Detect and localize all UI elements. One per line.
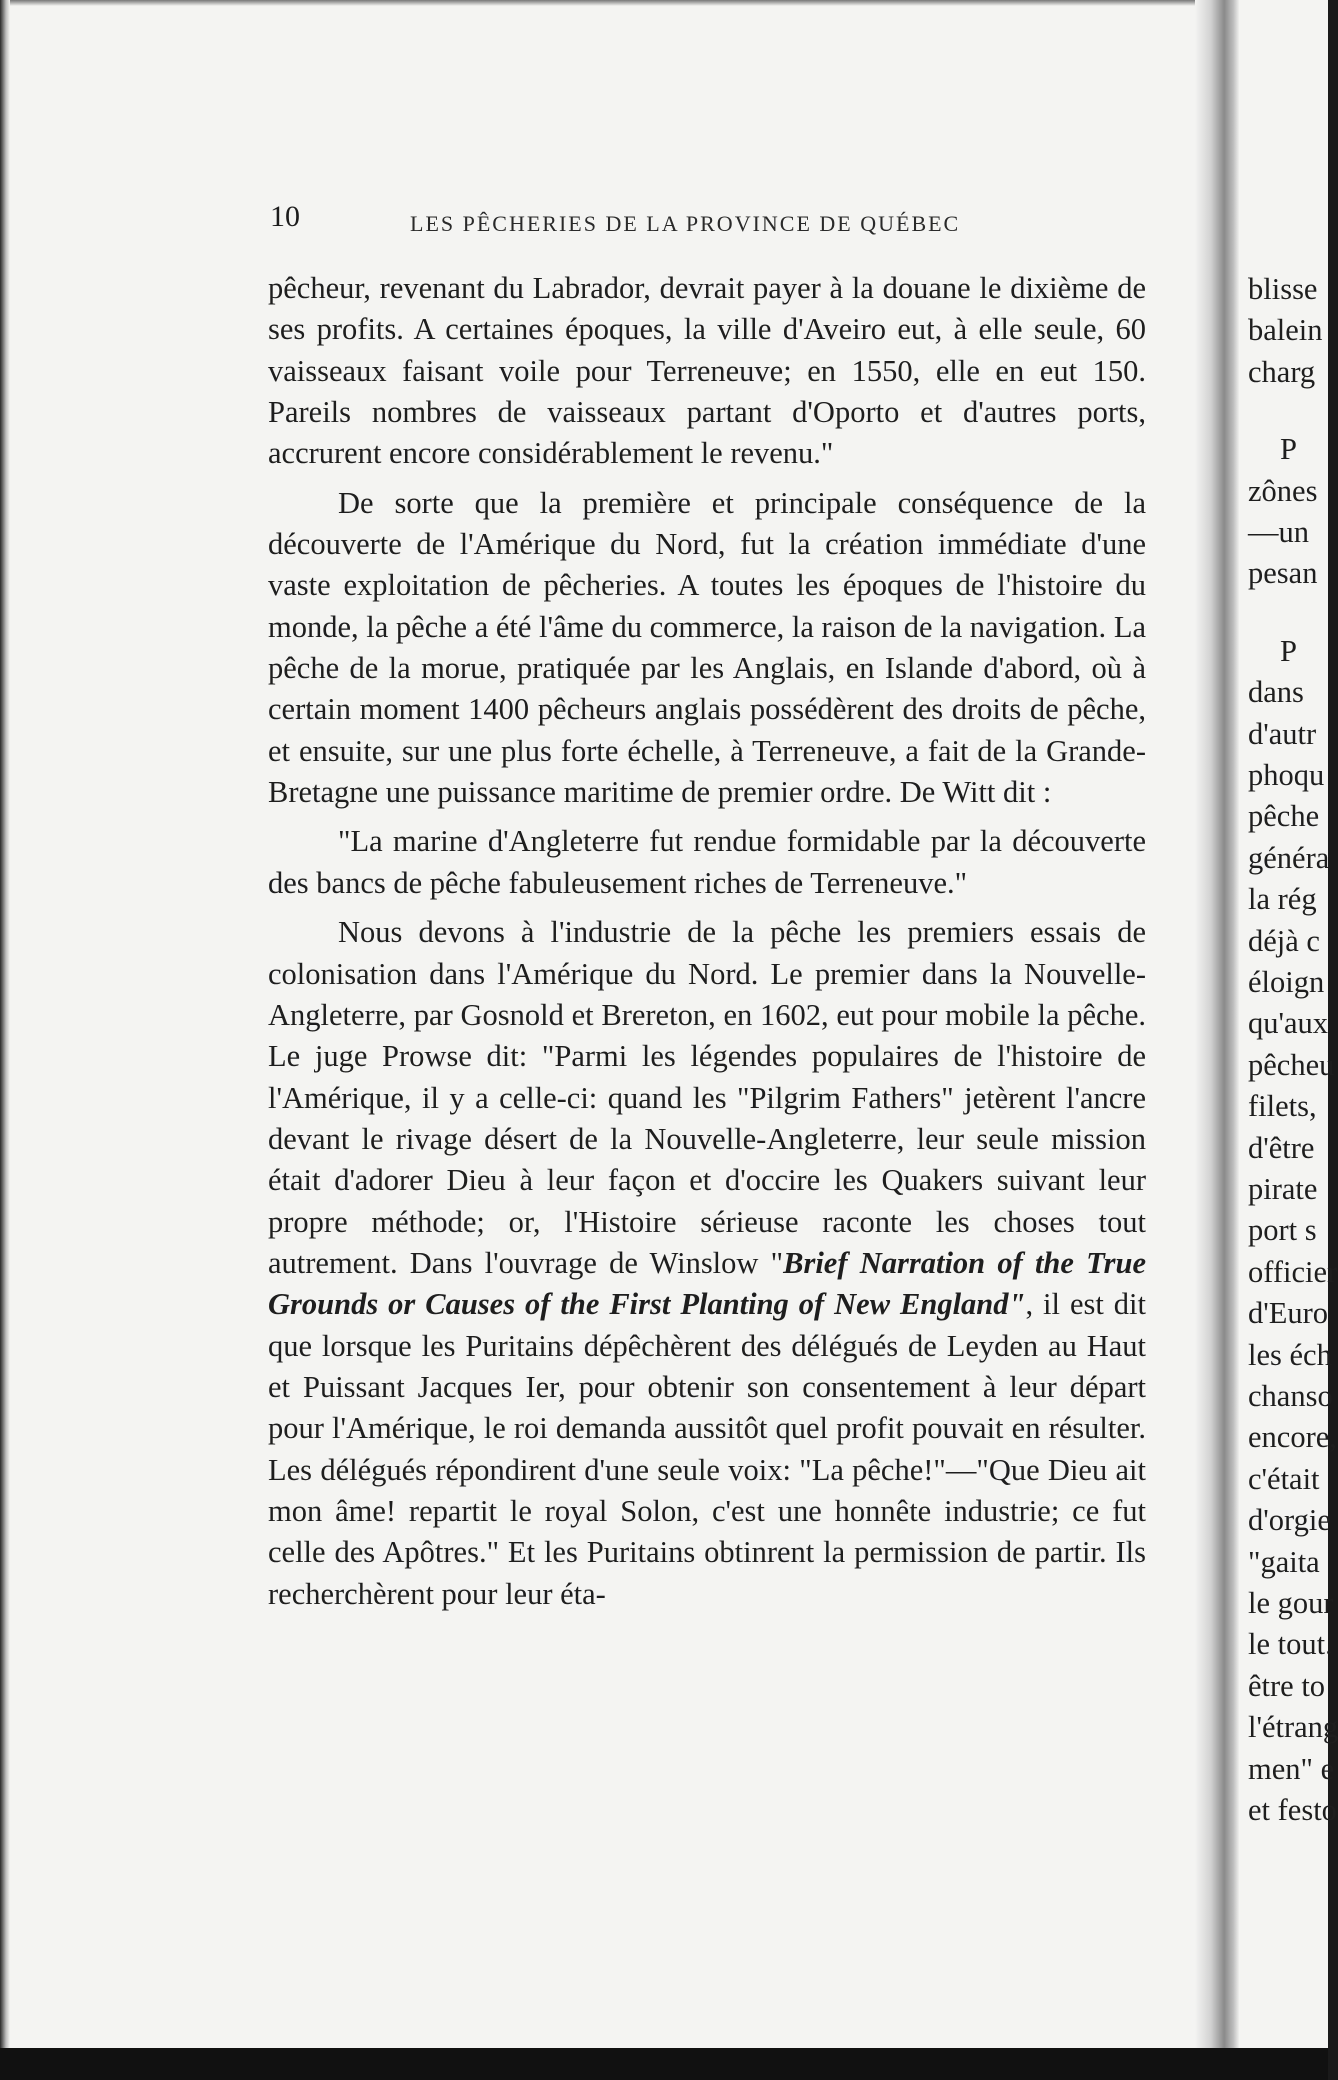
page-top-edge — [0, 0, 1240, 6]
facing-page-text-fragment: pirate — [1248, 1172, 1318, 1206]
facing-page-text-fragment: P — [1280, 432, 1297, 467]
facing-page-text-fragment: d'autr — [1248, 716, 1317, 751]
facing-page-text-fragment: qu'aux — [1248, 1006, 1329, 1041]
facing-page-text-fragment: d'Euro — [1248, 1296, 1329, 1331]
facing-page-text-fragment: P — [1280, 633, 1297, 668]
facing-page-text-fragment: filets, — [1248, 1089, 1317, 1124]
paragraph-4-text-after-title: , il est dit que lorsque les Puritains dépêchèrent des délégués de Leyden au Haut et Puissant Jacques Ier, pour obtenir son consentement à leur départ pour l'Amérique, le roi demanda aussitôt quel profit pouvait en résulter. Les délégués répondirent d'une seule voix: "La pêche!"—"Que Dieu ait mon âme! repartit le royal Solon, c'est une honnête industrie; ce fut celle des Apôtres." Et les Puritains obtinrent la permission de partir. Ils recherchèrent pour leur éta- — [268, 1287, 1146, 1611]
facing-page-text-fragment: l'étrang — [1248, 1710, 1338, 1745]
facing-page-text-fragment: c'était — [1248, 1461, 1320, 1496]
facing-page-text-fragment: charg — [1248, 354, 1316, 389]
page-number: 10 — [270, 200, 300, 233]
facing-page-text-fragment: chanso — [1248, 1379, 1333, 1413]
facing-page-text-fragment: déjà c — [1248, 923, 1320, 958]
facing-page-text-fragment: être to — [1248, 1668, 1326, 1703]
paragraph-4-text-before-title: Nous devons à l'industrie de la pêche les premiers essais de colonisation dans l'Amérique du Nord. Le premier dans la Nouvelle-Angleterre, par Gosnold et Brereton, en 1602, eut pour mobile la pêche. Le juge Prowse dit: "Parmi les légendes populaires de l'histoire de l'Amérique, il y a celle-ci: quand les "Pilgrim Fathers" jetèrent l'ancre devant le rivage désert de la Nouvelle-Angleterre, leur seule mission était d'adorer Dieu à leur façon et d'occire les Quakers suivant leur propre méthode; or, l'Histoire sérieuse raconte les choses tout autrement. Dans l'ouvrage de Winslow " — [268, 915, 1146, 1280]
facing-page-text-fragment: port s — [1248, 1213, 1317, 1248]
facing-page-text-fragment: blisse — [1248, 272, 1318, 306]
running-head: LES PÊCHERIES DE LA PROVINCE DE QUÉBEC — [410, 211, 961, 236]
facing-page-text-fragment: zônes — [1248, 473, 1318, 508]
book-gutter-shadow — [1195, 0, 1240, 2048]
paragraph-4 — [268, 912, 1146, 1615]
book-title-winslow: Brief Narration of the True Grounds or Causes of the First Planting of New England" — [268, 1245, 1147, 1322]
facing-page-text-fragment: les éch — [1248, 1337, 1332, 1372]
facing-page-text-fragment: et festo — [1248, 1793, 1337, 1827]
facing-page-text-fragment: —un — [1248, 515, 1309, 549]
facing-page-text-fragment: officier — [1248, 1254, 1338, 1289]
facing-page-text-fragment: phoqu — [1248, 758, 1325, 792]
facing-page-text-fragment: dans — [1248, 675, 1304, 710]
facing-page-text-fragment: d'orgie — [1248, 1503, 1331, 1538]
facing-page-text-fragment: "gaita — [1248, 1544, 1320, 1579]
facing-page-text-fragment: encore, — [1248, 1420, 1337, 1455]
facing-page-text-fragment: men" e — [1248, 1751, 1335, 1786]
facing-page-text-fragment: pêche — [1248, 799, 1320, 834]
paragraph-3-quote: "La marine d'Angleterre fut rendue formidable par la découverte des bancs de pêche fabuleusement riches de Terreneuve." — [268, 824, 1146, 900]
body-text-column — [268, 268, 1146, 1615]
facing-page-text-fragment: la rég — [1248, 882, 1317, 917]
facing-page-fragment — [1240, 268, 1338, 1988]
facing-page-text-fragment: le tout. — [1248, 1627, 1333, 1662]
paragraph-2: De sorte que la première et principale conséquence de la découverte de l'Amérique du Nord, fut la création immédiate d'une vaste exploitation de pêcheries. A toutes les époques de l'histoire du monde, la pêche a été l'âme du commerce, la raison de la navigation. La pêche de la morue, pratiquée par les Anglais, en Islande d'abord, où à certain moment 1400 pêcheurs anglais possédèrent des droits de pêche, et ensuite, sur une plus forte échelle, à Terreneuve, a fait de la Grande-Bretagne une puissance maritime de premier ordre. De Witt dit : — [268, 485, 1146, 810]
facing-page-text-fragment: pêcheu — [1248, 1047, 1335, 1082]
page-left-edge-shadow — [0, 0, 10, 2048]
facing-page-text-fragment: éloign — [1248, 965, 1325, 999]
facing-page-text-fragment: pesan — [1248, 556, 1318, 591]
facing-page-text-fragment: d'être — [1248, 1130, 1315, 1165]
facing-page-text-fragment: généra — [1248, 840, 1330, 875]
scan-bottom-border — [0, 2048, 1328, 2080]
facing-page-text-fragment: balein — [1248, 313, 1323, 348]
paragraph-1: pêcheur, revenant du Labrador, devrait payer à la douane le dixième de ses profits. A certaines époques, la ville d'Aveiro eut, à elle seule, 60 vaisseaux faisant voile pour Terreneuve; en 1550, elle en eut 150. Pareils nombres de vaisseaux partant d'Oporto et d'autres ports, accrurent encore considérablement le revenu." — [268, 271, 1146, 471]
facing-page-text-fragment: le gour — [1248, 1586, 1334, 1620]
